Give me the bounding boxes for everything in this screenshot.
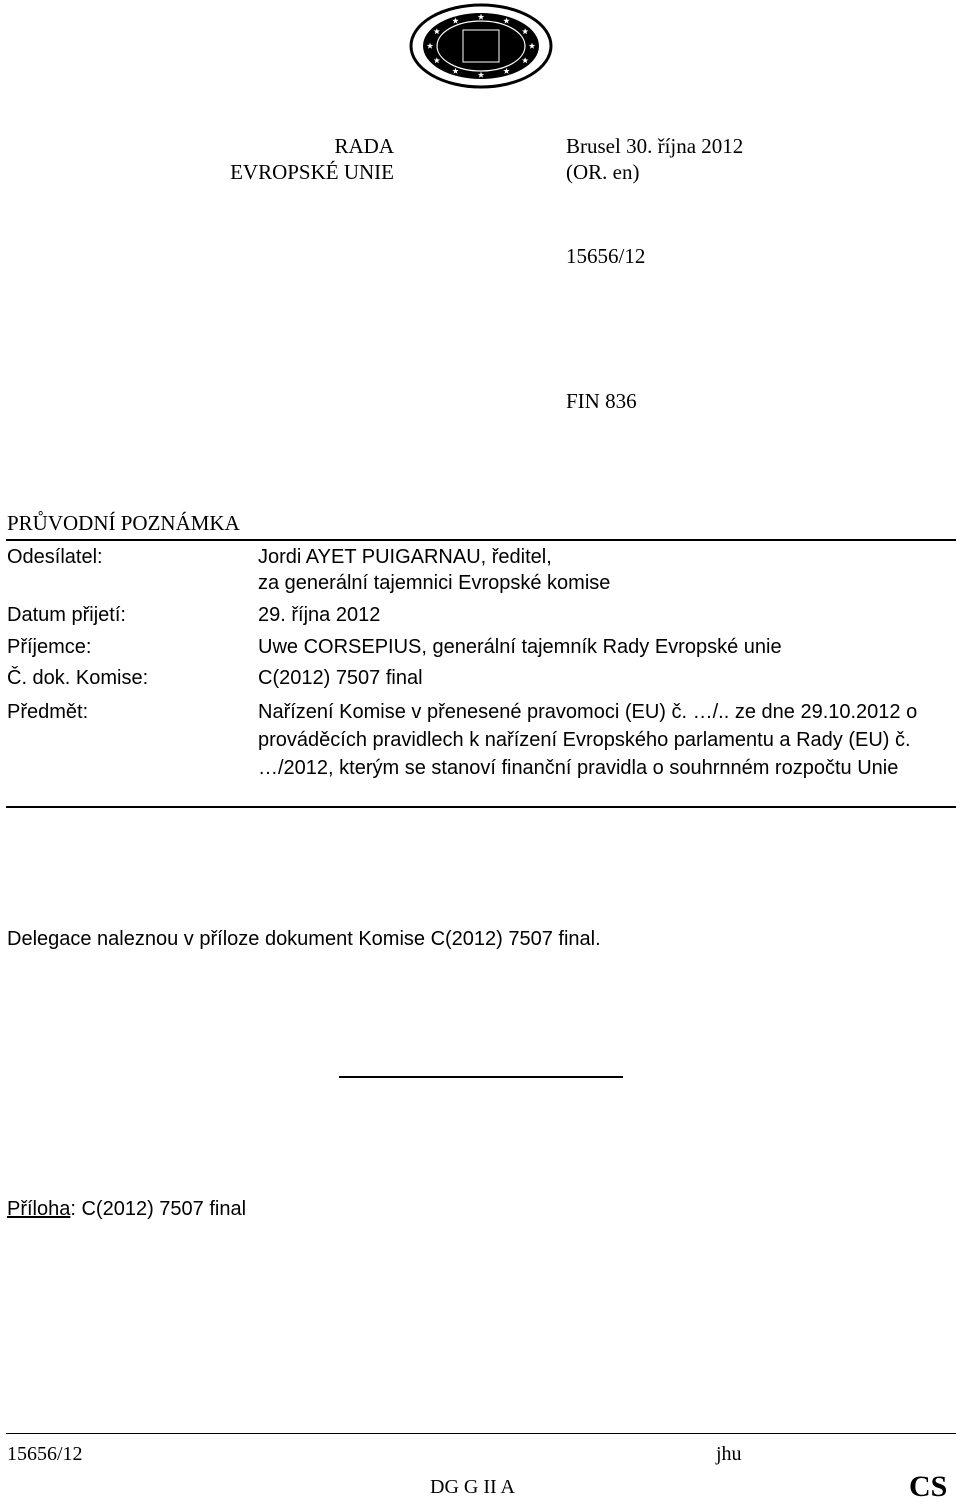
footer-rule <box>6 1433 956 1434</box>
received-label: Datum přijetí: <box>7 604 126 626</box>
received-value: 29. října 2012 <box>258 604 381 626</box>
sender-label: Odesílatel: <box>7 546 103 568</box>
footer-initials: jhu <box>716 1443 742 1465</box>
subject-label: Předmět: <box>7 701 89 723</box>
table-bottom-rule <box>6 806 956 808</box>
eu-council-emblem-icon <box>408 2 554 90</box>
footer-language-code: CS <box>909 1470 948 1503</box>
interinstitutional-code: FIN 836 <box>566 389 637 413</box>
annex-value: : C(2012) 7507 final <box>70 1198 247 1220</box>
table-top-rule <box>6 539 956 541</box>
footer-department: DG G II A <box>430 1476 515 1498</box>
council-logo <box>408 2 554 90</box>
body-text: Delegace naleznou v příloze dokument Komise C(2012) 7507 final. <box>7 928 601 950</box>
footer-document-number: 15656/12 <box>7 1443 83 1465</box>
original-language: (OR. en) <box>566 160 640 184</box>
annex-label: Příloha <box>7 1198 71 1220</box>
annex-line <box>7 1198 246 1221</box>
recipient-value: Uwe CORSEPIUS, generální tajemník Rady Evropské unie <box>258 636 782 658</box>
document-number: 15656/12 <box>566 244 646 268</box>
separator-line <box>339 1076 623 1078</box>
place-date: Brusel 30. října 2012 <box>566 134 744 158</box>
note-title: PRŮVODNÍ POZNÁMKA <box>7 511 240 535</box>
recipient-label: Příjemce: <box>7 636 92 658</box>
council-name-line1: RADA <box>334 134 394 158</box>
commission-doc-label: Č. dok. Komise: <box>7 667 149 689</box>
subject-value: Nařízení Komise v přenesené pravomoci (EU) č. …/.. ze dne 29.10.2012 o prováděcích pravidlech k nařízení Evropského parlamentu a Rady (EU) č. …/2012, kterým se stanoví finanční pravidla o souhrnném rozpočtu Unie <box>258 701 918 779</box>
commission-doc-value: C(2012) 7507 final <box>258 667 423 689</box>
sender-value-line1: Jordi AYET PUIGARNAU, ředitel, <box>258 546 552 568</box>
council-name-line2: EVROPSKÉ UNIE <box>230 160 394 184</box>
sender-value-line2: za generální tajemnici Evropské komise <box>258 572 611 594</box>
